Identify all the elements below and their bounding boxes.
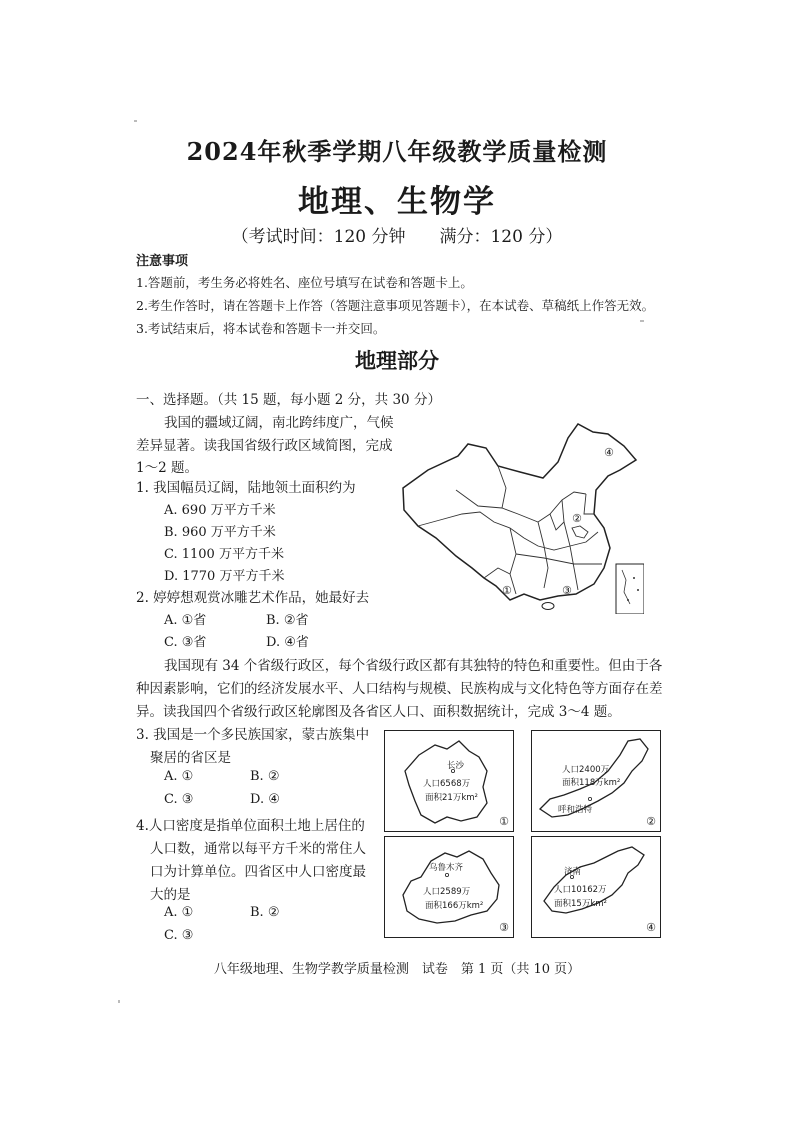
q1-option-b: B. 960 万平方千米 <box>164 525 276 540</box>
panel3-number: ③ <box>499 921 509 934</box>
intro-line: 我国的疆域辽阔，南北跨纬度广，气候 <box>164 415 394 431</box>
subject-title: 地理、生物学 <box>298 184 496 220</box>
question-4-stem: 大的是 <box>150 887 191 903</box>
note-item: 3.考试结束后，将本试卷和答题卡一并交回。 <box>136 321 386 336</box>
province-panel-3 <box>384 836 514 938</box>
q4-option-c: C. ③ <box>164 928 194 943</box>
page-footer: 八年级地理、生物学教学质量检测 试卷 第 1 页（共 10 页） <box>213 962 581 977</box>
panel1-area: 面积21万km² <box>425 793 478 803</box>
q1-option-a: A. 690 万平方千米 <box>164 503 276 518</box>
intro-line: 1～2 题。 <box>136 460 198 476</box>
panel1-number: ① <box>499 815 509 828</box>
panel3-pop: 人口2589万 <box>423 887 471 897</box>
question-2-stem: 2. 婷婷想观赏冰雕艺术作品，她最好去 <box>136 590 370 606</box>
q2-option-b: B. ②省 <box>266 613 309 628</box>
q2-option-d: D. ④省 <box>266 635 309 650</box>
panel4-number: ④ <box>646 921 656 934</box>
q3-option-c: C. ③ <box>164 792 194 807</box>
q3-option-b: B. ② <box>250 769 280 784</box>
question-4-stem: 人口数，通常以每平方千米的常住人 <box>150 841 366 857</box>
q2-option-c: C. ③省 <box>164 635 207 650</box>
question-1-stem: 1. 我国幅员辽阔，陆地领土面积约为 <box>136 480 356 496</box>
scan-speck <box>118 1000 120 1003</box>
exam-info: （考试时间：120 分钟 满分：120 分） <box>231 227 563 247</box>
intro2-line: 异。读我国四个省级行政区轮廓图及各省区人口、面积数据统计，完成 3～4 题。 <box>136 704 621 720</box>
note-item: 1.答题前，考生务必将姓名、座位号填写在试卷和答题卡上。 <box>136 275 473 290</box>
intro2-line: 种因素影响，它们的经济发展水平、人口结构与规模、民族构成与文化特色等方面存在差 <box>136 681 663 697</box>
notes-heading: 注意事项 <box>136 254 189 269</box>
q3-option-d: D. ④ <box>250 792 280 807</box>
panel2-number: ② <box>646 815 656 828</box>
scan-speck <box>134 120 137 122</box>
province-panel-4 <box>531 836 661 938</box>
q3-option-a: A. ① <box>164 769 194 784</box>
note-item: 2.考生作答时，请在答题卡上作答（答题注意事项见答题卡），在本试卷、草稿纸上作答无效。 <box>136 298 655 313</box>
q2-option-a: A. ①省 <box>164 613 207 628</box>
province-panel-1 <box>384 730 514 832</box>
question-4-stem: 口为计算单位。四省区中人口密度最 <box>150 864 366 880</box>
panel3-city: 乌鲁木齐 <box>429 863 464 873</box>
panel3-area: 面积166万km² <box>425 901 484 911</box>
panel2-pop: 人口2400万 <box>562 765 610 775</box>
exam-title: 2024年秋季学期八年级教学质量检测 <box>186 137 608 166</box>
panel2-area: 面积118万km² <box>562 778 621 788</box>
part-heading: 一、选择题。（共 15 题，每小题 2 分，共 30 分） <box>136 392 441 408</box>
panel4-pop: 人口10162万 <box>554 885 607 895</box>
map-label-3: ③ <box>562 584 572 597</box>
panel4-area: 面积15万km² <box>554 899 607 909</box>
panel1-city: 长沙 <box>447 761 465 771</box>
q1-option-d: D. 1770 万平方千米 <box>164 569 285 584</box>
map-label-1: ① <box>502 584 512 597</box>
intro-line: 差异显著。读我国省级行政区域简图，完成 <box>136 438 393 454</box>
panel4-city: 济南 <box>564 867 582 877</box>
map-label-2: ② <box>572 512 582 525</box>
map-label-4: ④ <box>604 446 614 459</box>
question-4-stem: 4.人口密度是指单位面积土地上居住的 <box>136 818 365 834</box>
scan-speck <box>640 320 644 322</box>
panel2-city: 呼和浩特 <box>558 805 593 815</box>
question-3-stem: 聚居的省区是 <box>150 750 231 766</box>
intro2-line: 我国现有 34 个省级行政区，每个省级行政区都有其独特的特色和重要性。但由于各 <box>164 658 663 674</box>
q1-option-c: C. 1100 万平方千米 <box>164 547 284 562</box>
panel1-pop: 人口6568万 <box>423 779 471 789</box>
question-3-stem: 3. 我国是一个多民族国家，蒙古族集中 <box>136 727 370 743</box>
section-title: 地理部分 <box>355 349 439 373</box>
q4-option-b: B. ② <box>250 905 280 920</box>
q4-option-a: A. ① <box>164 905 194 920</box>
province-panel-2 <box>531 730 661 832</box>
china-province-map <box>398 418 644 614</box>
